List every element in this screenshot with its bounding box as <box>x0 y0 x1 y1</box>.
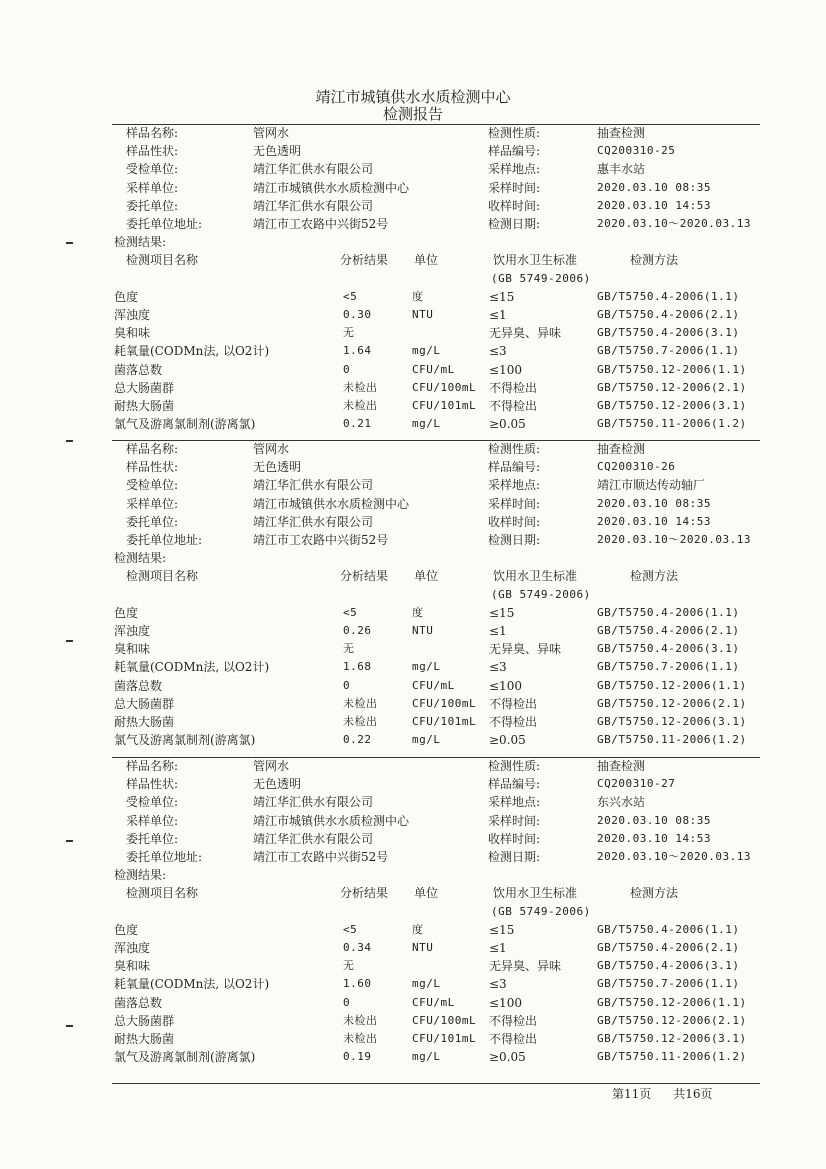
row-method: GB/T5750.12-2006(2.1) <box>597 1013 747 1027</box>
row-method: GB/T5750.4-2006(1.1) <box>597 289 740 303</box>
inspected-unit-label: 受检单位: <box>126 795 179 810</box>
test-nature-label: 检测性质: <box>488 442 541 456</box>
row-unit: NTU <box>412 624 434 637</box>
binding-mark <box>66 640 73 642</box>
row-unit: mg/L <box>412 344 441 358</box>
sample-no-value: CQ200310-27 <box>597 777 676 791</box>
row-standard: ≤15 <box>489 605 515 620</box>
row-unit: 度 <box>412 289 424 303</box>
column-header-unit: 单位 <box>414 886 439 901</box>
row-method: GB/T5750.4-2006(3.1) <box>597 326 740 340</box>
row-unit: CFU/101mL <box>412 715 477 728</box>
test-nature-label: 检测性质: <box>488 759 541 773</box>
column-header-standard-code: (GB 5749-2006) <box>491 271 591 285</box>
sample-no-label: 样品编号: <box>488 144 541 159</box>
row-item: 菌落总数 <box>114 362 163 377</box>
sampling-site-value: 靖江市顺达传动轴厂 <box>597 478 706 493</box>
results-label: 检测结果: <box>114 868 167 883</box>
receive-time-value: 2020.03.10 14:53 <box>597 198 711 212</box>
row-method: GB/T5750.12-2006(2.1) <box>597 696 747 710</box>
row-item: 氯气及游离氯制剂(游离氯) <box>114 417 256 432</box>
row-unit: CFU/mL <box>412 995 455 1009</box>
row-result: 0.19 <box>343 1050 372 1064</box>
results-label: 检测结果: <box>114 235 167 250</box>
row-unit: CFU/100mL <box>412 380 477 394</box>
row-item: 耐热大肠菌 <box>114 399 175 413</box>
row-unit: CFU/100mL <box>412 1013 477 1027</box>
report-title: 检测报告 <box>382 105 443 123</box>
row-method: GB/T5750.7-2006(1.1) <box>597 344 740 358</box>
row-method: GB/T5750.4-2006(3.1) <box>597 642 740 656</box>
binding-mark <box>66 440 73 442</box>
receive-time-value: 2020.03.10 14:53 <box>597 831 711 845</box>
test-nature-value: 抽查检测 <box>597 126 646 140</box>
entrust-unit-label: 委托单位: <box>126 514 179 529</box>
row-unit: NTU <box>412 941 434 954</box>
entrust-address-label: 委托单位地址: <box>126 533 203 547</box>
row-item: 臭和味 <box>114 959 151 974</box>
row-standard: ≤100 <box>489 995 522 1010</box>
row-method: GB/T5750.4-2006(2.1) <box>597 624 740 637</box>
row-result: 0.34 <box>343 941 372 954</box>
row-result: 无 <box>343 959 355 973</box>
receive-time-label: 收样时间: <box>488 831 541 846</box>
column-header-result: 分析结果 <box>340 569 389 584</box>
sample-name-value: 管网水 <box>253 759 290 773</box>
column-header-unit: 单位 <box>414 253 439 268</box>
column-header-item: 检测项目名称 <box>126 253 199 268</box>
sampling-unit-value: 靖江市城镇供水水质检测中心 <box>253 180 410 195</box>
row-method: GB/T5750.4-2006(1.1) <box>597 605 740 619</box>
row-result: 1.64 <box>343 344 372 358</box>
column-header-method: 检测方法 <box>630 569 679 584</box>
row-result: 无 <box>343 642 355 656</box>
row-unit: CFU/101mL <box>412 1032 477 1045</box>
row-unit: 度 <box>412 922 424 936</box>
row-result: <5 <box>343 289 358 303</box>
row-item: 色度 <box>114 289 139 304</box>
test-nature-value: 抽查检测 <box>597 759 646 773</box>
column-header-standard: 饮用水卫生标准 <box>493 886 578 901</box>
row-result: 0.21 <box>343 417 372 431</box>
row-method: GB/T5750.12-2006(1.1) <box>597 678 747 692</box>
sampling-unit-label: 采样单位: <box>126 813 179 828</box>
row-result: 未检出 <box>343 380 378 394</box>
column-header-standard-code: (GB 5749-2006) <box>491 904 591 918</box>
sample-property-label: 样品性状: <box>126 144 179 159</box>
page-total: 共16页 <box>673 1087 713 1101</box>
entrust-address-label: 委托单位地址: <box>126 850 203 864</box>
row-result: 无 <box>343 326 355 340</box>
sample-property-value: 无色透明 <box>253 460 302 475</box>
sampling-site-label: 采样地点: <box>488 162 541 177</box>
receive-time-label: 收样时间: <box>488 198 541 213</box>
binding-mark <box>66 840 73 842</box>
sampling-site-value: 惠丰水站 <box>597 162 646 177</box>
row-standard: ≥0.05 <box>489 417 526 432</box>
row-method: GB/T5750.4-2006(1.1) <box>597 922 740 936</box>
entrust-unit-value: 靖江华汇供水有限公司 <box>253 831 374 846</box>
row-method: GB/T5750.12-2006(2.1) <box>597 380 747 394</box>
row-method: GB/T5750.11-2006(1.2) <box>597 417 747 431</box>
row-result: <5 <box>343 922 358 936</box>
row-result: 0.26 <box>343 624 372 637</box>
sampling-site-label: 采样地点: <box>488 478 541 493</box>
test-nature-label: 检测性质: <box>488 126 541 140</box>
test-date-label: 检测日期: <box>488 850 541 864</box>
row-result: 未检出 <box>343 399 378 412</box>
sampling-time-label: 采样时间: <box>488 180 541 195</box>
section-divider <box>112 124 760 125</box>
sample-no-label: 样品编号: <box>488 777 541 792</box>
sampling-time-label: 采样时间: <box>488 496 541 511</box>
row-result: 1.60 <box>343 977 372 991</box>
row-standard: ≤100 <box>489 678 522 693</box>
column-header-item: 检测项目名称 <box>126 886 199 901</box>
test-date-label: 检测日期: <box>488 217 541 231</box>
row-standard: ≥0.05 <box>489 1050 526 1065</box>
row-item: 菌落总数 <box>114 678 163 693</box>
footer-rule <box>112 1083 760 1084</box>
column-header-result: 分析结果 <box>340 253 389 268</box>
inspected-unit-value: 靖江华汇供水有限公司 <box>253 795 374 810</box>
inspected-unit-value: 靖江华汇供水有限公司 <box>253 162 374 177</box>
inspected-unit-label: 受检单位: <box>126 478 179 493</box>
row-method: GB/T5750.12-2006(1.1) <box>597 362 747 376</box>
entrust-unit-value: 靖江华汇供水有限公司 <box>253 514 374 529</box>
row-standard: 不得检出 <box>489 1032 538 1046</box>
row-item: 总大肠菌群 <box>114 696 175 711</box>
row-result: 0.30 <box>343 308 372 321</box>
entrust-address-label: 委托单位地址: <box>126 217 203 231</box>
row-standard: 无异臭、异味 <box>489 642 562 657</box>
sampling-site-value: 东兴水站 <box>597 795 646 810</box>
inspected-unit-label: 受检单位: <box>126 162 179 177</box>
column-header-item: 检测项目名称 <box>126 569 199 584</box>
sample-property-value: 无色透明 <box>253 144 302 159</box>
row-method: GB/T5750.12-2006(3.1) <box>597 1032 747 1045</box>
row-item: 色度 <box>114 605 139 620</box>
column-header-result: 分析结果 <box>340 886 389 901</box>
row-result: 0 <box>343 678 351 692</box>
row-method: GB/T5750.4-2006(2.1) <box>597 308 740 321</box>
row-standard: 无异臭、异味 <box>489 959 562 974</box>
entrust-unit-label: 委托单位: <box>126 831 179 846</box>
section-divider <box>112 757 760 758</box>
row-item: 氯气及游离氯制剂(游离氯) <box>114 733 256 748</box>
row-standard: ≤100 <box>489 362 522 377</box>
sample-name-label: 样品名称: <box>126 759 179 773</box>
receive-time-value: 2020.03.10 14:53 <box>597 514 711 528</box>
row-unit: CFU/100mL <box>412 696 477 710</box>
row-item: 耗氧量(CODMn法, 以O2计) <box>114 660 270 675</box>
sampling-time-value: 2020.03.10 08:35 <box>597 496 711 510</box>
row-method: GB/T5750.12-2006(3.1) <box>597 715 747 728</box>
binding-mark <box>66 242 73 244</box>
row-standard: 不得检出 <box>489 380 538 395</box>
row-item: 总大肠菌群 <box>114 380 175 395</box>
row-standard: ≥0.05 <box>489 733 526 748</box>
sampling-unit-value: 靖江市城镇供水水质检测中心 <box>253 813 410 828</box>
column-header-standard: 饮用水卫生标准 <box>493 253 578 268</box>
test-date-value: 2020.03.10～2020.03.13 <box>597 850 751 863</box>
sample-property-label: 样品性状: <box>126 777 179 792</box>
row-item: 氯气及游离氯制剂(游离氯) <box>114 1050 256 1065</box>
row-method: GB/T5750.4-2006(2.1) <box>597 941 740 954</box>
row-result: 0 <box>343 362 351 376</box>
row-standard: ≤1 <box>489 941 507 955</box>
row-unit: NTU <box>412 308 434 321</box>
row-standard: 不得检出 <box>489 399 538 413</box>
test-nature-value: 抽查检测 <box>597 442 646 456</box>
row-result: 1.68 <box>343 660 372 674</box>
test-date-label: 检测日期: <box>488 533 541 547</box>
sample-name-value: 管网水 <box>253 126 290 140</box>
receive-time-label: 收样时间: <box>488 514 541 529</box>
row-unit: mg/L <box>412 977 441 991</box>
row-standard: ≤1 <box>489 308 507 322</box>
row-result: 0.22 <box>343 733 372 747</box>
row-result: 未检出 <box>343 1032 378 1045</box>
row-unit: CFU/mL <box>412 362 455 376</box>
column-header-standard-code: (GB 5749-2006) <box>491 587 591 601</box>
page-footer <box>612 1085 735 1102</box>
entrust-unit-label: 委托单位: <box>126 198 179 213</box>
sampling-unit-label: 采样单位: <box>126 496 179 511</box>
sampling-site-label: 采样地点: <box>488 795 541 810</box>
row-result: 未检出 <box>343 696 378 710</box>
row-item: 耗氧量(CODMn法, 以O2计) <box>114 977 270 992</box>
row-method: GB/T5750.11-2006(1.2) <box>597 733 747 747</box>
sample-no-label: 样品编号: <box>488 460 541 475</box>
results-label: 检测结果: <box>114 551 167 566</box>
org-name: 靖江市城镇供水水质检测中心 <box>315 88 511 106</box>
sample-no-value: CQ200310-26 <box>597 460 676 474</box>
row-method: GB/T5750.4-2006(3.1) <box>597 959 740 973</box>
row-standard: ≤3 <box>489 660 507 675</box>
row-item: 菌落总数 <box>114 995 163 1010</box>
sampling-time-value: 2020.03.10 08:35 <box>597 180 711 194</box>
row-unit: CFU/mL <box>412 678 455 692</box>
row-item: 浑浊度 <box>114 308 151 322</box>
sample-property-value: 无色透明 <box>253 777 302 792</box>
column-header-standard: 饮用水卫生标准 <box>493 569 578 584</box>
row-item: 浑浊度 <box>114 624 151 638</box>
row-result: <5 <box>343 605 358 619</box>
sampling-unit-value: 靖江市城镇供水水质检测中心 <box>253 496 410 511</box>
section-divider <box>112 440 760 441</box>
row-method: GB/T5750.11-2006(1.2) <box>597 1050 747 1064</box>
row-result: 未检出 <box>343 1013 378 1027</box>
sample-name-value: 管网水 <box>253 442 290 456</box>
row-item: 耐热大肠菌 <box>114 715 175 729</box>
row-standard: ≤3 <box>489 344 507 359</box>
row-method: GB/T5750.7-2006(1.1) <box>597 660 740 674</box>
row-standard: 不得检出 <box>489 715 538 729</box>
sampling-time-value: 2020.03.10 08:35 <box>597 813 711 827</box>
row-method: GB/T5750.12-2006(3.1) <box>597 399 747 412</box>
column-header-method: 检测方法 <box>630 253 679 268</box>
row-item: 总大肠菌群 <box>114 1013 175 1028</box>
row-item: 臭和味 <box>114 326 151 341</box>
row-result: 未检出 <box>343 715 378 728</box>
page-number: 第11页 <box>612 1087 652 1101</box>
row-standard: 不得检出 <box>489 1013 538 1028</box>
row-unit: mg/L <box>412 417 441 431</box>
row-unit: mg/L <box>412 733 441 747</box>
sample-name-label: 样品名称: <box>126 126 179 140</box>
entrust-address-value: 靖江市工农路中兴街52号 <box>253 533 389 547</box>
row-standard: 无异臭、异味 <box>489 326 562 341</box>
row-standard: ≤15 <box>489 922 515 937</box>
column-header-unit: 单位 <box>414 569 439 584</box>
row-unit: 度 <box>412 605 424 619</box>
entrust-address-value: 靖江市工农路中兴街52号 <box>253 850 389 864</box>
binding-mark <box>66 1025 73 1027</box>
row-unit: CFU/101mL <box>412 399 477 412</box>
row-result: 0 <box>343 995 351 1009</box>
test-date-value: 2020.03.10～2020.03.13 <box>597 533 751 546</box>
row-item: 耗氧量(CODMn法, 以O2计) <box>114 344 270 359</box>
row-standard: ≤15 <box>489 289 515 304</box>
sampling-unit-label: 采样单位: <box>126 180 179 195</box>
entrust-unit-value: 靖江华汇供水有限公司 <box>253 198 374 213</box>
sample-no-value: CQ200310-25 <box>597 144 676 158</box>
test-date-value: 2020.03.10～2020.03.13 <box>597 217 751 230</box>
row-method: GB/T5750.12-2006(1.1) <box>597 995 747 1009</box>
row-standard: ≤3 <box>489 977 507 992</box>
row-item: 浑浊度 <box>114 941 151 955</box>
row-standard: ≤1 <box>489 624 507 638</box>
column-header-method: 检测方法 <box>630 886 679 901</box>
row-item: 臭和味 <box>114 642 151 657</box>
sample-name-label: 样品名称: <box>126 442 179 456</box>
row-unit: mg/L <box>412 660 441 674</box>
row-item: 耐热大肠菌 <box>114 1032 175 1046</box>
sample-property-label: 样品性状: <box>126 460 179 475</box>
row-item: 色度 <box>114 922 139 937</box>
row-standard: 不得检出 <box>489 696 538 711</box>
sampling-time-label: 采样时间: <box>488 813 541 828</box>
entrust-address-value: 靖江市工农路中兴街52号 <box>253 217 389 231</box>
row-unit: mg/L <box>412 1050 441 1064</box>
inspected-unit-value: 靖江华汇供水有限公司 <box>253 478 374 493</box>
row-method: GB/T5750.7-2006(1.1) <box>597 977 740 991</box>
